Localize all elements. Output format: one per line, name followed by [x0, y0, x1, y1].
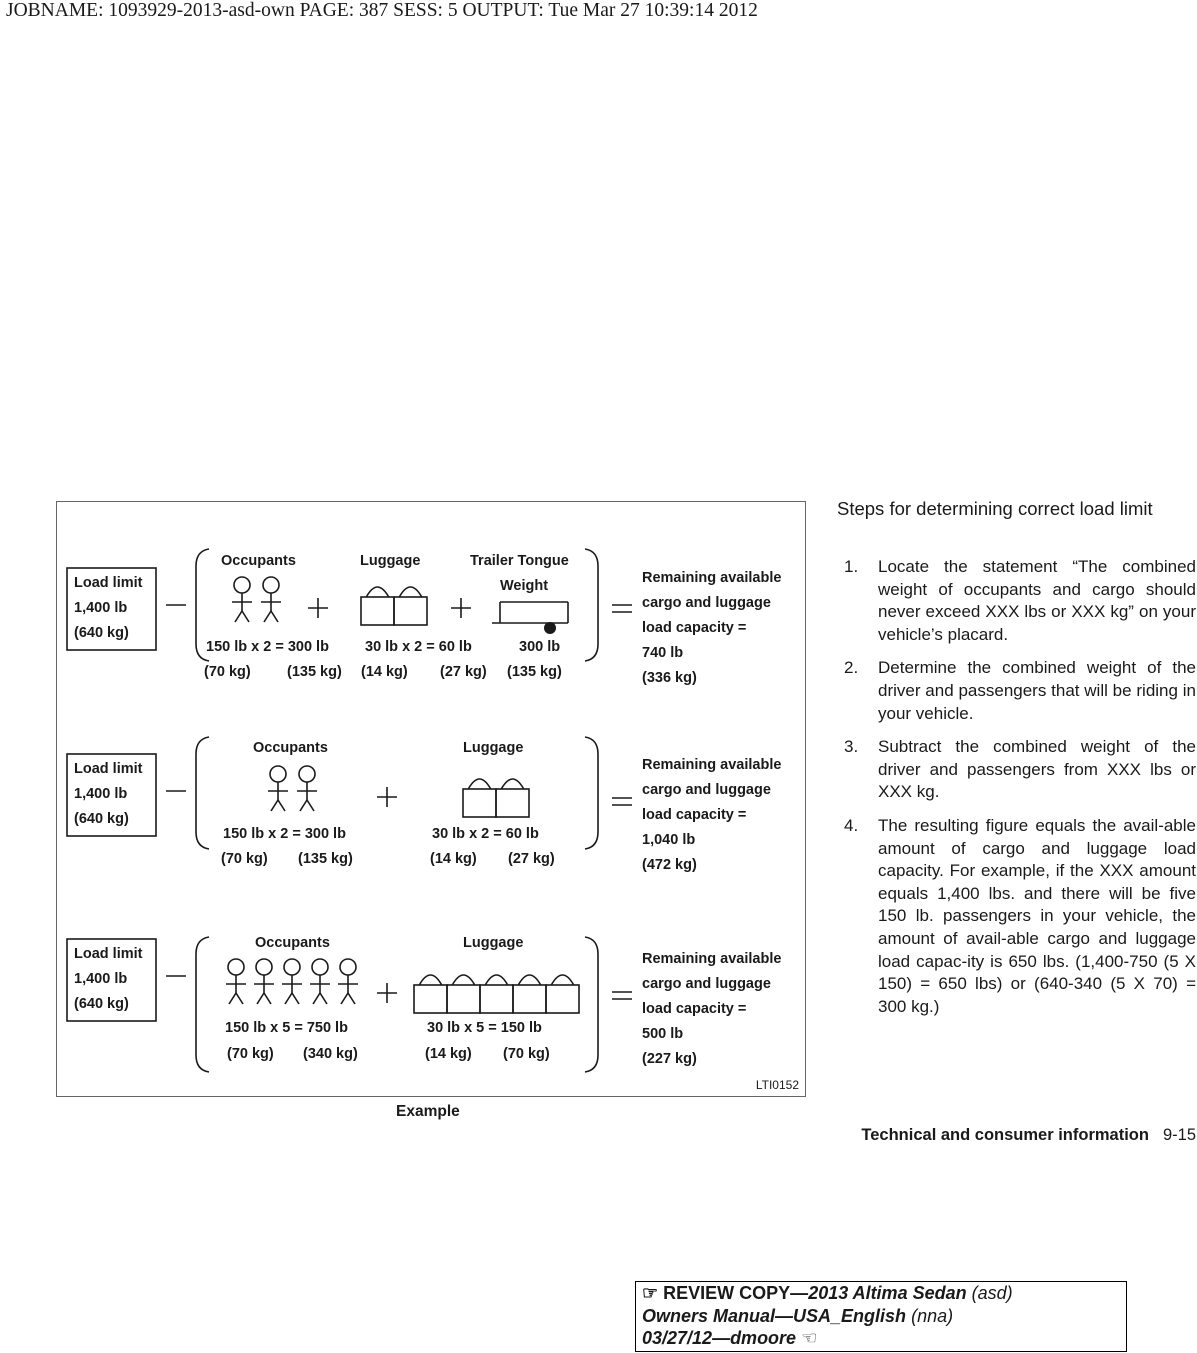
step-text: Locate the statement “The combined weight of occupants and cargo should never exceed XXX lbs or XXX kg” on your vehicle’s placard. [878, 557, 1196, 644]
occupant-icons [268, 766, 317, 811]
step-text: Determine the combined weight of the driver and passengers that will be riding in your vehicle. [878, 658, 1196, 723]
left-bracket [196, 737, 209, 849]
step-item [844, 657, 1196, 725]
trailer-kg: (135 kg) [507, 664, 562, 680]
review-date: 03/27/12—dmoore [642, 1328, 797, 1349]
luggage-icon [447, 975, 480, 1013]
remaining-lb: 740 lb [642, 645, 684, 661]
left-bracket [196, 937, 209, 1072]
load-limit-kg: (640 kg) [74, 996, 129, 1012]
luggage-kg-total: (27 kg) [508, 851, 555, 867]
right-bracket [585, 549, 598, 661]
person-icon [338, 959, 358, 1004]
load-limit-label: Load limit [74, 946, 143, 962]
step-item [844, 815, 1196, 1018]
occupants-calc: 150 lb x 2 = 300 lb [223, 826, 346, 842]
luggage-icon [546, 975, 579, 1013]
remaining-line: cargo and luggage [642, 976, 771, 992]
luggage-icons [361, 587, 427, 625]
luggage-heading: Luggage [463, 935, 524, 951]
luggage-icon [513, 975, 546, 1013]
occupant-kg-each: (70 kg) [227, 1046, 274, 1062]
page-footer [806, 1126, 1196, 1145]
trailer-heading: Trailer Tongue [470, 553, 569, 569]
load-limit-kg: (640 kg) [74, 811, 129, 827]
luggage-heading: Luggage [463, 740, 524, 756]
plus-sign [377, 787, 397, 807]
remaining-line: load capacity = [642, 807, 747, 823]
person-icon [232, 577, 252, 622]
remaining-kg: (472 kg) [642, 857, 697, 873]
luggage-icon [394, 587, 427, 625]
job-header: JOBNAME: 1093929-2013-asd-own PAGE: 387 SESS: 5 OUTPUT: Tue Mar 27 10:39:14 2012 [6, 0, 758, 21]
load-limit-lb: 1,400 lb [74, 786, 128, 802]
remaining-lb: 500 lb [642, 1026, 684, 1042]
steps-list [844, 556, 1196, 1029]
pointing-hand-left-icon: ☜ [801, 1328, 818, 1349]
review-manual-code: (nna) [911, 1305, 954, 1326]
figure-id: LTI0152 [755, 1078, 799, 1092]
person-icon [310, 959, 330, 1004]
remaining-line: cargo and luggage [642, 782, 771, 798]
luggage-kg-total: (27 kg) [440, 664, 487, 680]
pointing-hand-right-icon: ☞ [642, 1283, 659, 1303]
review-model: 2013 Altima Sedan [808, 1283, 967, 1303]
occupant-kg-total: (340 kg) [303, 1046, 358, 1062]
load-limit-label: Load limit [74, 575, 143, 591]
occupant-icons [226, 959, 358, 1004]
right-bracket [585, 937, 598, 1072]
load-limit-lb: 1,400 lb [74, 600, 128, 616]
occupant-kg-total: (135 kg) [287, 664, 342, 680]
right-bracket [585, 737, 598, 849]
step-item [844, 736, 1196, 804]
review-model-code: (asd) [971, 1283, 1013, 1303]
step-number: 2. [844, 658, 859, 678]
occupant-kg-each: (70 kg) [221, 851, 268, 867]
remaining-line: Remaining available [642, 570, 782, 586]
luggage-calc: 30 lb x 5 = 150 lb [427, 1020, 542, 1036]
luggage-calc: 30 lb x 2 = 60 lb [432, 826, 539, 842]
plus-sign [377, 983, 397, 1003]
plus-sign [308, 598, 328, 618]
remaining-kg: (227 kg) [642, 1051, 697, 1067]
luggage-heading: Luggage [360, 553, 421, 569]
luggage-icon [414, 975, 447, 1013]
load-limit-figure [56, 501, 806, 1097]
page-number: 9-15 [1162, 1126, 1196, 1144]
remaining-line: load capacity = [642, 620, 747, 636]
plus-sign [451, 598, 471, 618]
person-icon [226, 959, 246, 1004]
luggage-icons [463, 779, 529, 817]
review-label: REVIEW COPY— [663, 1283, 809, 1303]
equals-sign [612, 992, 632, 999]
person-icon [261, 577, 281, 622]
remaining-line: cargo and luggage [642, 595, 771, 611]
remaining-line: Remaining available [642, 951, 782, 967]
remaining-lb: 1,040 lb [642, 832, 696, 848]
luggage-icon [463, 779, 496, 817]
steps-title: Steps for determining correct load limit [837, 498, 1153, 519]
step-number: 1. [844, 557, 859, 576]
trailer-calc: 300 lb [519, 639, 561, 655]
equals-sign [612, 798, 632, 805]
trailer-tongue-icon [492, 602, 568, 623]
person-icon [268, 766, 288, 811]
person-icon [297, 766, 317, 811]
remaining-kg: (336 kg) [642, 670, 697, 686]
occupants-calc: 150 lb x 2 = 300 lb [206, 639, 329, 655]
occupant-icons [232, 577, 281, 622]
step-text: Subtract the combined weight of the driver and passengers from XXX lbs or XXX kg. [878, 737, 1196, 802]
luggage-calc: 30 lb x 2 = 60 lb [365, 639, 472, 655]
review-copy-stamp [635, 1281, 1127, 1352]
remaining-line: load capacity = [642, 1001, 747, 1017]
person-icon [254, 959, 274, 1004]
luggage-kg-each: (14 kg) [430, 851, 477, 867]
step-number: 4. [844, 815, 859, 835]
figure-caption: Example [396, 1103, 460, 1120]
remaining-line: Remaining available [642, 757, 782, 773]
luggage-kg-total: (70 kg) [503, 1046, 550, 1062]
occupants-heading: Occupants [221, 553, 296, 569]
equals-sign [612, 605, 632, 612]
step-item [844, 556, 1196, 646]
footer-section: Technical and consumer information [861, 1126, 1149, 1144]
luggage-icons [414, 975, 579, 1013]
luggage-kg-each: (14 kg) [361, 664, 408, 680]
luggage-kg-each: (14 kg) [425, 1046, 472, 1062]
trailer-heading-2: Weight [500, 578, 549, 594]
trailer-hitch-ball [544, 622, 556, 634]
luggage-icon [480, 975, 513, 1013]
person-icon [282, 959, 302, 1004]
occupants-calc: 150 lb x 5 = 750 lb [225, 1020, 348, 1036]
occupants-heading: Occupants [253, 740, 328, 756]
step-number: 3. [844, 737, 859, 757]
occupant-kg-total: (135 kg) [298, 851, 353, 867]
occupant-kg-each: (70 kg) [204, 664, 251, 680]
occupants-heading: Occupants [255, 935, 330, 951]
step-text: The resulting figure equals the avail-able amount of cargo and luggage load capacity. For example, if the XXX amount equals 1,400 lbs. and there will be five 150 lb. passengers in your vehicle, the amount of avail-able cargo and luggage load capac-ity is 650 lbs. (1,400-750 (5 X 150) = 650 lbs) or (640-340 (5 X 70) = 300 kg.) [878, 815, 1196, 1016]
load-limit-lb: 1,400 lb [74, 971, 128, 987]
luggage-icon [496, 779, 529, 817]
luggage-icon [361, 587, 394, 625]
review-manual: Owners Manual—USA_English [642, 1305, 907, 1326]
load-limit-kg: (640 kg) [74, 625, 129, 641]
load-limit-label: Load limit [74, 761, 143, 777]
